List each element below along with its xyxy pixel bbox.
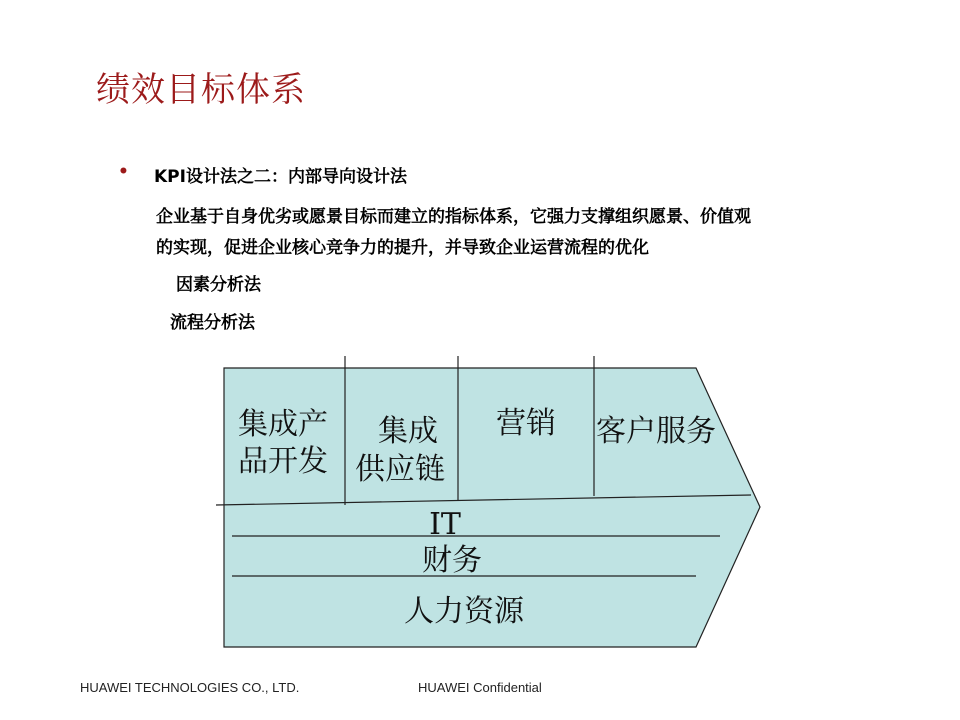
column-label-isc-line2: 供应链 (355, 452, 445, 487)
value-chain-diagram (214, 355, 766, 653)
body-text-line-2: 的实现，促进企业核心竞争力的提升，并导致企业运营流程的优化 (156, 238, 649, 258)
column-label-ipd-line2: 品开发 (238, 444, 328, 479)
column-label-marketing: 营销 (496, 406, 556, 441)
layer-label-finance: 财务 (422, 543, 482, 578)
layer-label-hr: 人力资源 (404, 594, 524, 629)
slide-title: 绩效目标体系 (96, 70, 306, 110)
column-label-ipd-line1: 集成产 (238, 407, 328, 442)
body-text-line-1: 企业基于自身优劣或愿景目标而建立的指标体系，它强力支撑组织愿景、价值观 (156, 207, 751, 227)
method-process-analysis: 流程分析法 (170, 313, 255, 333)
layer-label-it: IT (429, 507, 461, 542)
footer-company: HUAWEI TECHNOLOGIES CO., LTD. (80, 680, 300, 695)
bullet-heading: KPI设计法之二：内部导向设计法 (154, 167, 407, 187)
column-label-customer-service: 客户服务 (596, 414, 716, 449)
bullet-marker: • (118, 162, 129, 182)
method-factor-analysis: 因素分析法 (176, 275, 261, 295)
footer-confidential: HUAWEI Confidential (418, 680, 542, 695)
column-label-isc-line1: 集成 (378, 414, 438, 449)
